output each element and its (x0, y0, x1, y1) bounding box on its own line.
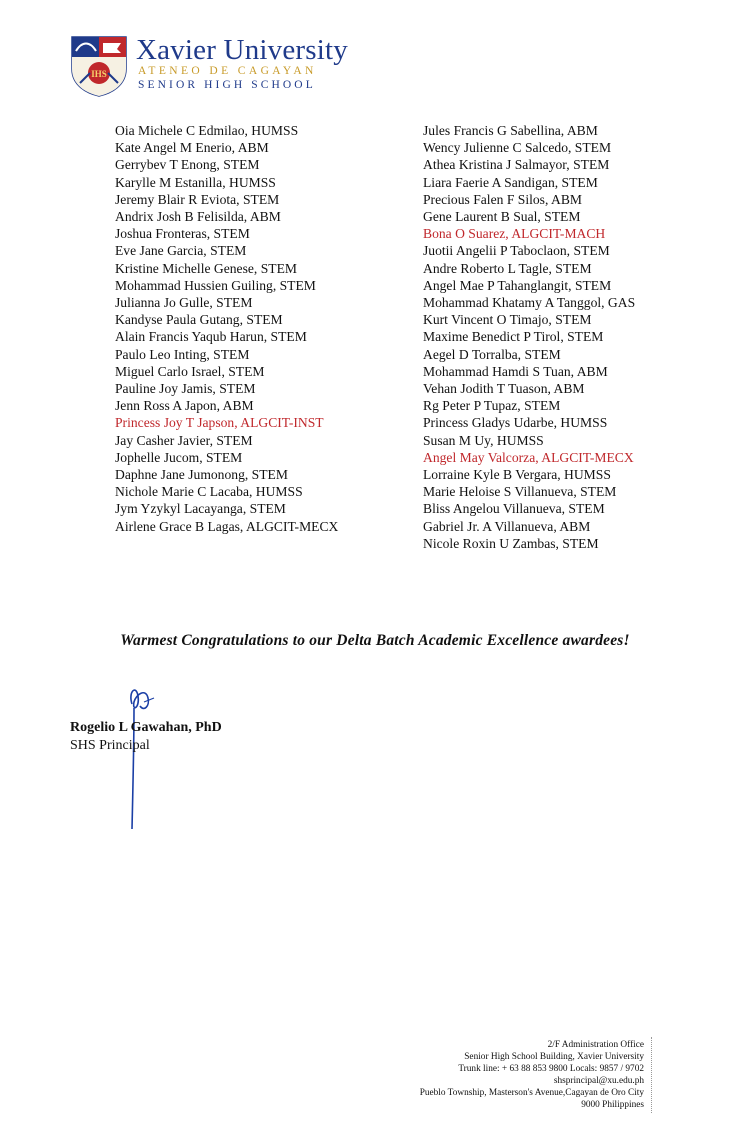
awardee-list-left (115, 122, 338, 535)
awardee-item: Julianna Jo Gulle, STEM (115, 295, 253, 311)
awardee-item: Jym Yzykyl Lacayanga, STEM (115, 501, 286, 517)
awardee-item: Susan M Uy, HUMSS (423, 432, 544, 448)
awardee-item: Jeremy Blair R Eviota, STEM (115, 191, 280, 207)
awardee-item: Gabriel Jr. A Villanueva, ABM (423, 518, 591, 534)
awardee-item: Pauline Joy Jamis, STEM (115, 381, 256, 397)
footer-line: 9000 Philippines (581, 1100, 644, 1111)
awardee-item: Kurt Vincent O Timajo, STEM (423, 312, 592, 328)
awardee-item: Oia Michele C Edmilao, HUMSS (115, 123, 299, 138)
letterhead (70, 33, 370, 99)
footer-line: 2/F Administration Office (547, 1040, 644, 1050)
awardee-item: Kate Angel M Enerio, ABM (115, 140, 269, 156)
awardee-item: Angel Mae P Tahanglangit, STEM (423, 277, 612, 293)
awardee-item: Precious Falen F Silos, ABM (423, 191, 582, 207)
footer-line: Pueblo Township, Masterson's Avenue,Cagayan de Oro City (419, 1088, 644, 1099)
awardee-item: Kandyse Paula Gutang, STEM (115, 312, 283, 328)
awardee-item: Eve Jane Garcia, STEM (115, 243, 247, 259)
awardee-item: Miguel Carlo Israel, STEM (115, 363, 265, 379)
awardee-item: Rg Peter P Tupaz, STEM (423, 398, 561, 414)
handwritten-signature (118, 684, 178, 834)
awardee-item: Alain Francis Yaqub Harun, STEM (115, 329, 307, 345)
university-crest-logo (70, 35, 128, 97)
awardee-item: Andrix Josh B Felisilda, ABM (115, 209, 281, 225)
awardee-item: Bona O Suarez, ALGCIT-MACH (423, 226, 606, 242)
awardee-item: Joshua Fronteras, STEM (115, 226, 250, 242)
awardee-item: Liara Faerie A Sandigan, STEM (423, 174, 598, 190)
awardee-item: Airlene Grace B Lagas, ALGCIT-MECX (115, 518, 339, 534)
awardee-item: Jenn Ross A Japon, ABM (115, 398, 254, 414)
signatory-title: SHS Principal (70, 738, 150, 753)
awardee-item: Princess Joy T Japson, ALGCIT-INST (115, 415, 324, 431)
awardee-item: Marie Heloise S Villanueva, STEM (423, 484, 617, 500)
awardee-item: Nicole Roxin U Zambas, STEM (423, 535, 599, 551)
school-name: SENIOR HIGH SCHOOL (138, 79, 316, 91)
signatory-name: Rogelio L Gawahan, PhD (70, 720, 222, 735)
awardee-item: Paulo Leo Inting, STEM (115, 346, 250, 362)
awardee-item: Gene Laurent B Sual, STEM (423, 209, 581, 225)
awardee-item: Mohammad Khatamy A Tanggol, GAS (423, 295, 636, 311)
awardee-item: Jay Casher Javier, STEM (115, 432, 253, 448)
awardee-item: Aegel D Torralba, STEM (423, 346, 561, 362)
crest-monogram: IHS (91, 69, 107, 79)
awardee-item: Athea Kristina J Salmayor, STEM (423, 157, 610, 173)
awardee-item: Karylle M Estanilla, HUMSS (115, 174, 276, 190)
awardee-item: Maxime Benedict P Tirol, STEM (423, 329, 604, 345)
awardee-item: Wency Julienne C Salcedo, STEM (423, 140, 612, 156)
university-subtitle: ATENEO DE CAGAYAN (138, 65, 317, 77)
awardee-list-right (423, 122, 635, 552)
footer-line: Trunk line: + 63 88 853 9800 Locals: 9857 / 9702 (458, 1064, 644, 1075)
awardee-item: Vehan Jodith T Tuason, ABM (423, 381, 585, 397)
footer-divider (651, 1037, 652, 1113)
awardee-item: Mohammad Hussien Guiling, STEM (115, 277, 316, 293)
awardee-item: Nichole Marie C Lacaba, HUMSS (115, 484, 303, 500)
awardee-item: Daphne Jane Jumonong, STEM (115, 467, 288, 483)
awardee-item: Angel May Valcorza, ALGCIT-MECX (423, 449, 634, 465)
awardee-item: Jules Francis G Sabellina, ABM (423, 123, 598, 138)
awardee-item: Juotii Angelii P Taboclaon, STEM (423, 243, 610, 259)
university-name: Xavier University (136, 34, 348, 66)
awardee-item: Lorraine Kyle B Vergara, HUMSS (423, 467, 611, 483)
awardee-item: Kristine Michelle Genese, STEM (115, 260, 297, 276)
awardee-item: Bliss Angelou Villanueva, STEM (423, 501, 605, 517)
footer-line: Senior High School Building, Xavier University (464, 1052, 644, 1063)
awardee-item: Andre Roberto L Tagle, STEM (423, 260, 592, 276)
awardee-item: Jophelle Jucom, STEM (115, 449, 243, 465)
awardee-item: Mohammad Hamdi S Tuan, ABM (423, 363, 608, 379)
awardee-item: Gerrybev T Enong, STEM (115, 157, 260, 173)
footer-address (420, 1039, 644, 1112)
awardee-item: Princess Gladys Udarbe, HUMSS (423, 415, 608, 431)
congratulations-message: Warmest Congratulations to our Delta Batch Academic Excellence awardees! (120, 632, 630, 649)
footer-email: shsprincipal@xu.edu.ph (553, 1076, 644, 1087)
